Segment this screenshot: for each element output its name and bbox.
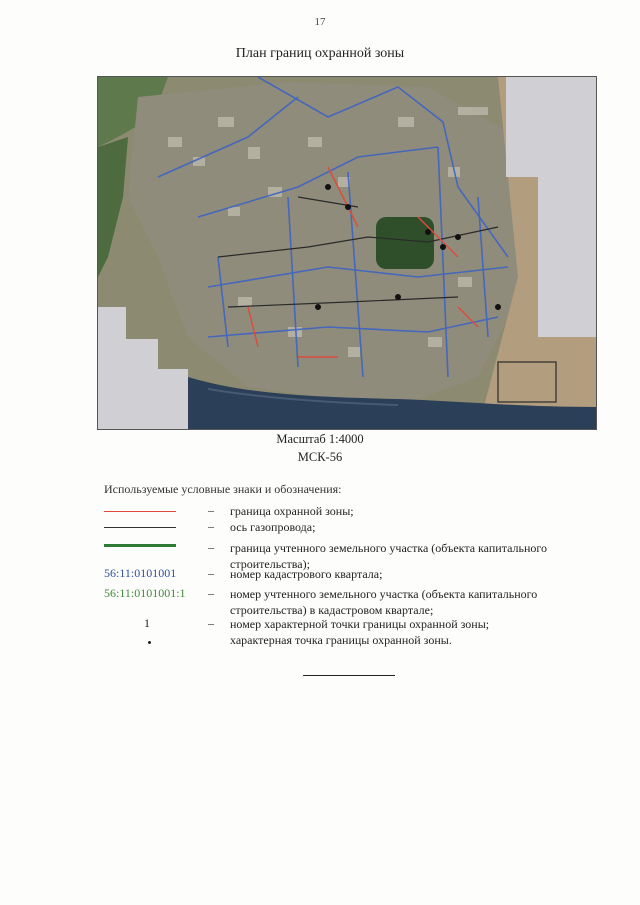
coordinate-system: МСК-56 [297,450,343,464]
green-line-symbol [104,544,176,547]
legend-dash: – [208,616,214,630]
black-line-symbol [104,527,176,528]
legend-item-desc: номер характерной точки границы охранной зоны; [230,617,490,631]
legend-item-desc: ось газопровода; [230,520,316,534]
parcel-number-code: 56:11:0101001:1 [104,586,186,600]
protection-zone-map [97,76,597,430]
satellite-map-image [98,77,596,429]
legend-item-desc: характерная точка границы охранной зоны. [230,633,452,647]
legend-dash: – [208,519,214,533]
end-divider [303,675,395,676]
point-number-symbol: 1 [144,616,150,630]
legend-item-desc: номер кадастрового квартала; [230,567,383,581]
legend-dash: – [208,540,214,554]
legend-item-cadastral-quarter [104,566,594,582]
page-title: План границ охранной зоны [235,46,405,61]
cadastral-quarter-code: 56:11:0101001 [104,566,177,580]
red-line-symbol [104,511,176,512]
page-number: 17 [314,16,326,28]
legend-item-desc: граница учтенного земельного участка (объекта капитального строительства); [230,541,548,571]
legend-item-desc: граница охранной зоны; [230,504,354,518]
legend-item-pipeline-axis [104,519,594,535]
legend-item-desc: номер учтенного земельного участка (объекта капитального строительства) в кадастровом квартале; [230,587,538,617]
legend-item-point-number [104,616,594,632]
legend-item-parcel-number [104,586,594,618]
legend-dash: – [208,586,214,600]
legend-heading: Используемые условные знаки и обозначения: [104,482,342,496]
map-scale: Масштаб 1:4000 [276,432,364,446]
legend-item-protection-zone [104,503,594,519]
legend-dash: – [208,566,214,580]
legend-item-characteristic-point [104,632,594,648]
point-dot-icon [148,641,151,644]
legend-dash: – [208,503,214,517]
